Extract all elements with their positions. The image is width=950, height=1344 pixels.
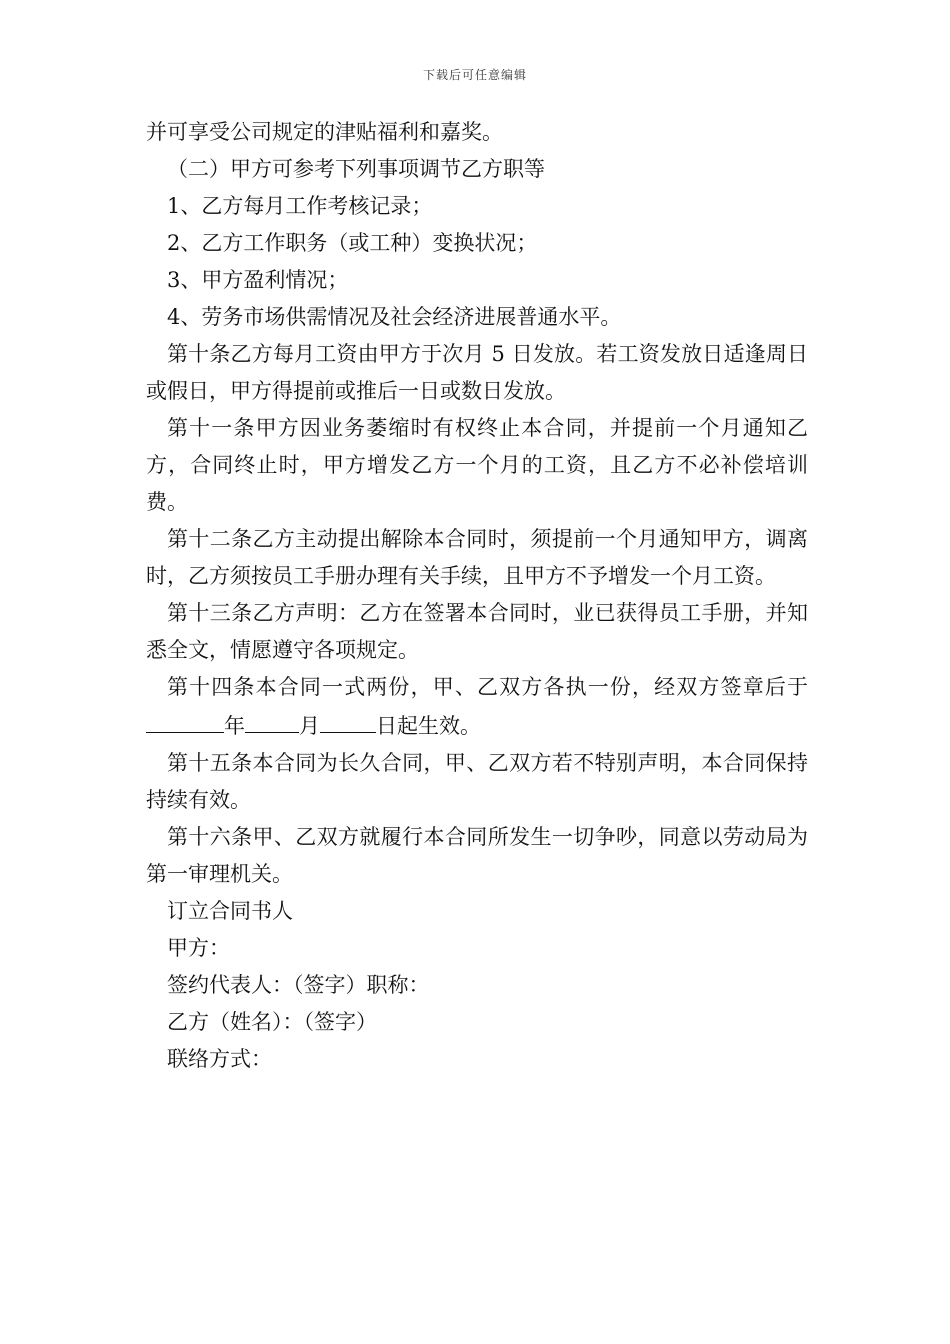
article-14 <box>146 669 808 745</box>
paragraph-grade-adjustment: （二）甲方可参考下列事项调节乙方职等 <box>167 157 545 181</box>
year-blank <box>146 706 224 733</box>
article-12: 第十二条乙方主动提出解除本合同时，须提前一个月通知甲方，调离时，乙方须按员工手册办理有关手续，且甲方不予增发一个月工资。 <box>146 527 808 588</box>
month-blank <box>245 706 299 733</box>
article-13: 第十三条乙方声明：乙方在签署本合同时，业已获得员工手册，并知悉全文，情愿遵守各项规定。 <box>146 601 808 662</box>
document-body <box>146 114 808 1078</box>
party-a-line: 甲方： <box>167 936 230 960</box>
day-label: 日起生效。 <box>376 714 481 738</box>
representative-line: 签约代表人：（签字）职称： <box>167 973 430 997</box>
article-10: 第十条乙方每月工资由甲方于次月 5 日发放。若工资发放日适逢周日或假日，甲方得提前或推后一日或数日发放。 <box>146 342 808 403</box>
article-14-text: 第十四条本合同一式两份，甲、乙双方各执一份，经双方签章后于 <box>167 675 808 699</box>
month-label: 月 <box>299 714 320 738</box>
paragraph-benefits: 并可享受公司规定的津贴福利和嘉奖。 <box>146 120 503 144</box>
contact-line: 联络方式： <box>167 1047 272 1071</box>
signatories-heading: 订立合同书人 <box>167 899 293 923</box>
year-label: 年 <box>224 714 245 738</box>
list-item: 4、劳务市场供需情况及社会经济进展普通水平。 <box>167 305 622 329</box>
day-blank <box>320 706 376 733</box>
list-item: 3、甲方盈利情况； <box>167 268 349 292</box>
article-15: 第十五条本合同为长久合同，甲、乙双方若不特别声明，本合同保持持续有效。 <box>146 751 808 812</box>
page-header: 下载后可任意编辑 <box>422 68 527 82</box>
party-b-line: 乙方（姓名）：（签字） <box>167 1010 377 1034</box>
list-item: 2、乙方工作职务（或工种）变换状况； <box>167 231 538 255</box>
list-item: 1、乙方每月工作考核记录； <box>167 194 433 218</box>
article-11: 第十一条甲方因业务萎缩时有权终止本合同，并提前一个月通知乙方，合同终止时，甲方增发乙方一个月的工资，且乙方不必补偿培训费。 <box>146 416 808 514</box>
article-16: 第十六条甲、乙双方就履行本合同所发生一切争吵，同意以劳动局为第一审理机关。 <box>146 825 808 886</box>
